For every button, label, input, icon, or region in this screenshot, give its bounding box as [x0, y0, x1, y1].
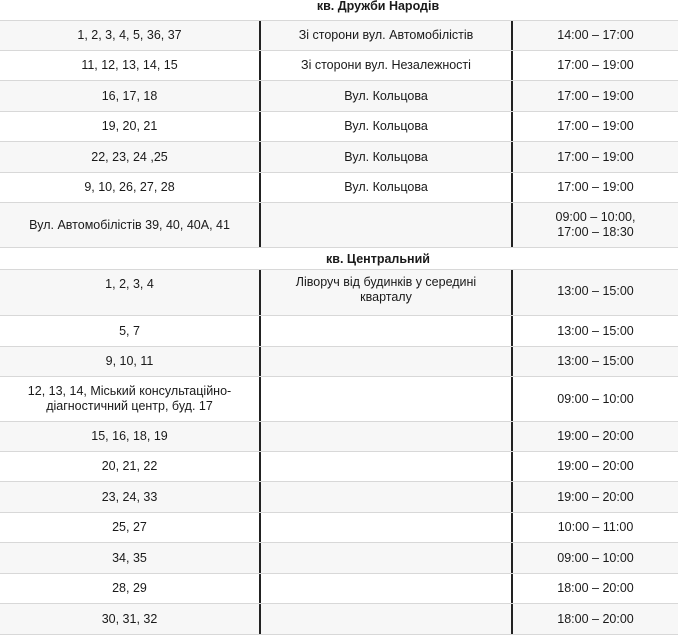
time-cell: 13:00 – 15:00 — [511, 270, 678, 315]
houses-cell: 1, 2, 3, 4 — [105, 277, 154, 291]
location-cell — [259, 604, 511, 634]
location-cell — [259, 574, 511, 603]
table-row — [0, 377, 678, 422]
table-row — [0, 422, 678, 452]
location-cell — [259, 513, 511, 542]
time-cell: 13:00 – 15:00 — [511, 316, 678, 346]
table-row — [0, 513, 678, 543]
section-header — [0, 0, 678, 21]
table-row — [0, 81, 678, 112]
houses-cell: 1, 2, 3, 4, 5, 36, 37 — [77, 28, 182, 42]
location-cell: Зі сторони вул. Незалежності — [259, 51, 511, 80]
section-title: кв. Дружби Народів — [316, 0, 440, 13]
table-row — [0, 203, 678, 248]
houses-cell: 25, 27 — [112, 520, 147, 534]
time-cell: 13:00 – 15:00 — [511, 347, 678, 376]
time-cell: 17:00 – 19:00 — [511, 173, 678, 202]
time-cell: 19:00 – 20:00 — [511, 422, 678, 451]
table-row — [0, 482, 678, 513]
location-cell: Ліворуч від будинків у середині кварталу — [259, 270, 511, 315]
houses-cell: 34, 35 — [112, 550, 147, 565]
location-cell: Вул. Кольцова — [259, 173, 511, 202]
location-cell — [259, 377, 511, 421]
table-row — [0, 543, 678, 574]
houses-cell: 23, 24, 33 — [101, 489, 158, 504]
houses-cell: 12, 13, 14, Міський консультаційно-діагностичний центр, буд. 17 — [27, 384, 232, 413]
time-cell: 18:00 – 20:00 — [511, 574, 678, 603]
location-cell — [259, 543, 511, 573]
houses-cell: Вул. Автомобілістів 39, 40, 40А, 41 — [29, 217, 230, 232]
time-cell: 17:00 – 19:00 — [511, 81, 678, 111]
houses-cell: 9, 10, 26, 27, 28 — [84, 180, 175, 194]
location-cell — [259, 422, 511, 451]
table-row — [0, 452, 678, 482]
time-cell: 09:00 – 10:00 — [511, 377, 678, 421]
table-row — [0, 604, 678, 635]
table-row — [0, 142, 678, 173]
houses-cell: 22, 23, 24 ,25 — [91, 149, 168, 164]
time-cell: 09:00 – 10:00, 17:00 – 18:30 — [511, 203, 678, 247]
table-row — [0, 574, 678, 604]
houses-cell: 9, 10, 11 — [105, 354, 154, 368]
location-cell — [259, 316, 511, 346]
time-cell: 10:00 – 11:00 — [511, 513, 678, 542]
location-cell — [259, 452, 511, 481]
time-cell: 09:00 – 10:00 — [511, 543, 678, 573]
table-row — [0, 270, 678, 316]
location-cell: Вул. Кольцова — [259, 81, 511, 111]
houses-cell: 5, 7 — [119, 323, 140, 338]
table-row — [0, 21, 678, 51]
location-cell: Зі сторони вул. Автомобілістів — [259, 21, 511, 50]
time-cell: 17:00 – 19:00 — [511, 112, 678, 141]
houses-cell: 19, 20, 21 — [101, 119, 158, 133]
houses-cell: 30, 31, 32 — [101, 611, 158, 626]
section-header — [0, 248, 678, 270]
section-title: кв. Центральний — [326, 251, 430, 266]
location-cell: Вул. Кольцова — [259, 112, 511, 141]
houses-cell: 15, 16, 18, 19 — [91, 429, 168, 443]
table-row — [0, 316, 678, 347]
time-cell: 17:00 – 19:00 — [511, 142, 678, 172]
time-cell: 19:00 – 20:00 — [511, 482, 678, 512]
time-cell: 14:00 – 17:00 — [511, 21, 678, 50]
location-cell: Вул. Кольцова — [259, 142, 511, 172]
time-cell: 17:00 – 19:00 — [511, 51, 678, 80]
houses-cell: 28, 29 — [112, 581, 147, 595]
houses-cell: 20, 21, 22 — [101, 459, 158, 473]
houses-cell: 16, 17, 18 — [101, 88, 158, 103]
time-cell: 18:00 – 20:00 — [511, 604, 678, 634]
location-cell — [259, 482, 511, 512]
table-row — [0, 112, 678, 142]
location-cell — [259, 203, 511, 247]
houses-cell: 11, 12, 13, 14, 15 — [81, 58, 178, 72]
table-row — [0, 51, 678, 81]
time-cell: 19:00 – 20:00 — [511, 452, 678, 481]
table-row — [0, 347, 678, 377]
location-cell — [259, 347, 511, 376]
table-row — [0, 173, 678, 203]
